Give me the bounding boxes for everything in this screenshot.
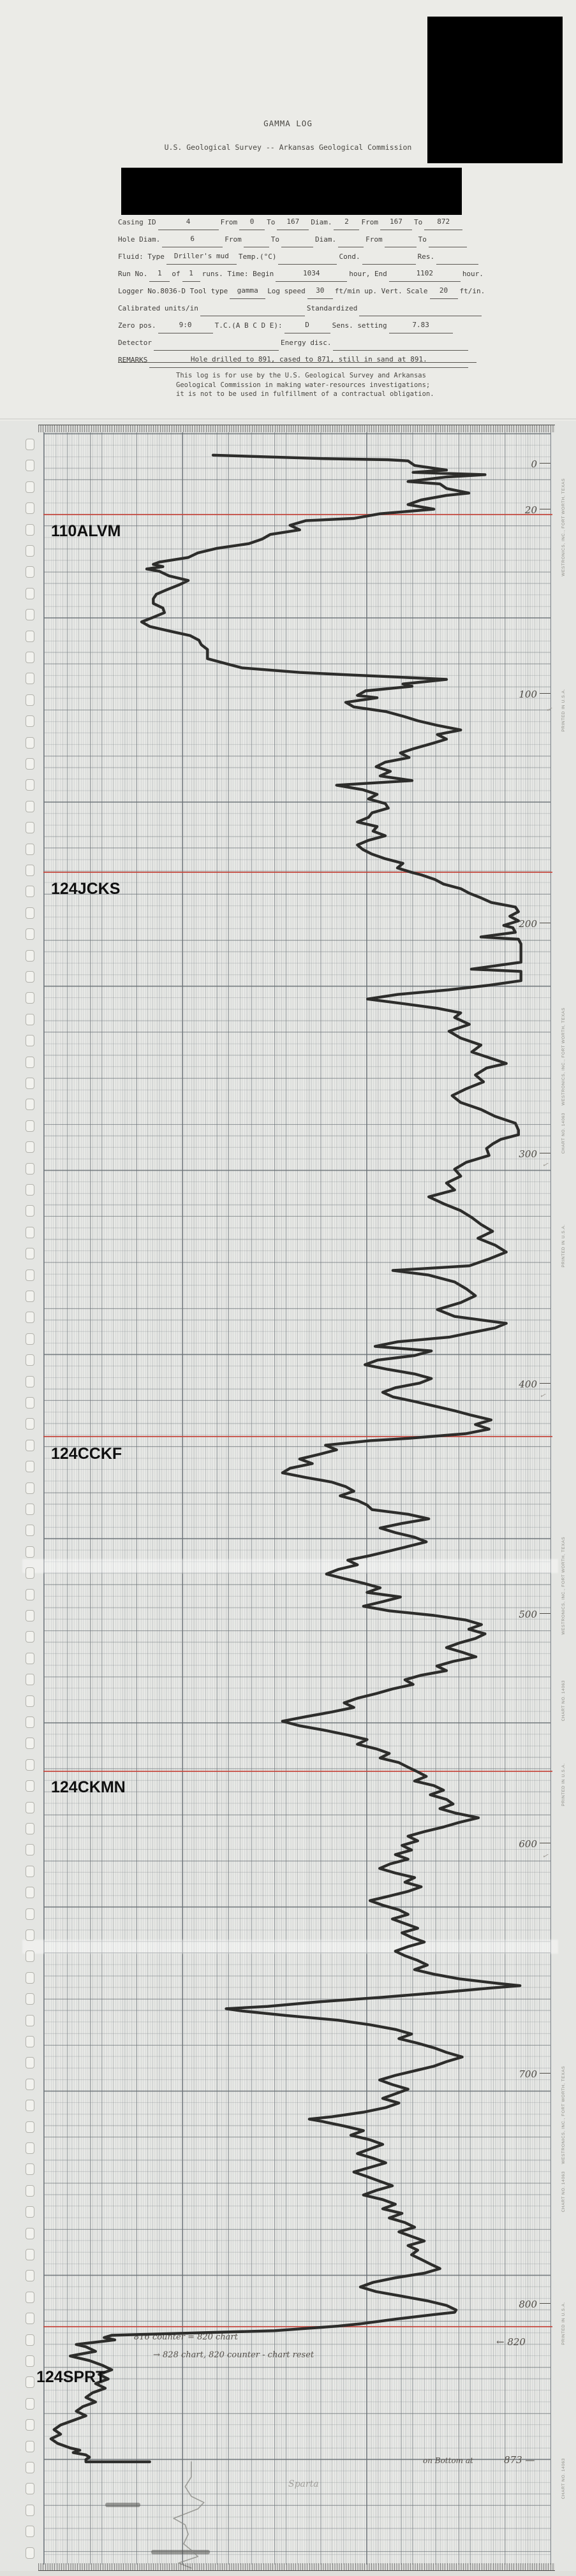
form-field-value: 7.83 [389, 317, 453, 333]
pencil-check-mark: ✓ [538, 1391, 547, 1400]
sprocket-hole [26, 2547, 34, 2559]
sprocket-hole [26, 2441, 34, 2452]
sprocket-hole [26, 1546, 34, 1558]
redacted-area [121, 168, 462, 215]
sprocket-hole [26, 715, 34, 727]
sprocket-hole [26, 673, 34, 684]
sprocket-hole [26, 2376, 34, 2388]
sprocket-hole [26, 801, 34, 812]
sprocket-hole [26, 1291, 34, 1302]
pencil-smudge [105, 2503, 140, 2507]
form-rule [118, 362, 476, 363]
form-field-value: Driller's mud [166, 248, 237, 265]
sprocket-hole [26, 1440, 34, 1451]
form-field-value: 1 [182, 265, 200, 282]
depth-label-500: 500 [519, 1608, 537, 1620]
sprocket-hole [26, 2079, 34, 2090]
sprocket-hole [26, 502, 34, 514]
form-field-label: Logger No.8036-D Tool type [118, 287, 228, 295]
form-field-label: hour, End [349, 270, 387, 278]
chart-brand-text: WESTRONICS, INC., FORT WORTH, TEXAS [561, 2066, 566, 2164]
chart-brand-text: CHART NO. 14063 [561, 2458, 566, 2499]
sprocket-hole [26, 2163, 34, 2175]
form-field-label: hour. [462, 270, 484, 278]
form-field-value: 167 [277, 214, 309, 230]
form-field-label: runs. Time: Begin [202, 270, 274, 278]
form-field-label: Log speed [267, 287, 306, 295]
hand-note: Sparta [288, 2479, 319, 2489]
form-field-label: Standardized [306, 304, 358, 312]
depth-label-600: 600 [519, 1838, 537, 1850]
chart-brand-text: PRINTED IN U.S.A. [561, 1763, 566, 1806]
depth-tick [540, 463, 550, 464]
form-field-label: From [366, 235, 383, 244]
chart-brand-text: WESTRONICS, INC., FORT WORTH, TEXAS [561, 1537, 566, 1635]
sprocket-hole [26, 1163, 34, 1175]
chart-brand-text: CHART NO. 14063 [561, 2171, 566, 2213]
sprocket-hole [26, 2185, 34, 2197]
form-line [118, 351, 485, 368]
sprocket-hole [26, 737, 34, 749]
form-field-value: 30 [307, 282, 333, 299]
form-field-value: 1102 [389, 265, 461, 282]
sprocket-hole [26, 1227, 34, 1238]
form-field-label: To [267, 218, 276, 226]
sprocket-hole [26, 779, 34, 791]
sprocket-hole [26, 2313, 34, 2324]
sprocket-hole [26, 2036, 34, 2047]
sprocket-hole [26, 1504, 34, 1515]
form-field-label: Fluid: Type [118, 252, 165, 261]
sprocket-hole [26, 631, 34, 642]
chart-brand-text: PRINTED IN U.S.A. [561, 1224, 566, 1268]
form-field-label: Calibrated units/in [118, 304, 198, 312]
form-line [118, 265, 485, 282]
depth-label-0: 0 [531, 458, 537, 470]
depth-label-400: 400 [519, 1378, 537, 1390]
pencil-check-mark: ✓ [541, 1851, 549, 1861]
log-header-form [118, 213, 485, 368]
fold-crease [22, 1940, 558, 1954]
form-field-value: 4 [158, 214, 219, 230]
form-field-label: of [172, 270, 181, 278]
usage-notice [176, 371, 444, 399]
form-field-label: REMARKS [118, 356, 148, 364]
form-line [118, 333, 485, 351]
sprocket-hole [26, 822, 34, 833]
form-line [118, 282, 485, 299]
sprocket-hole [26, 1205, 34, 1217]
formation-top-line-124ckmn [43, 1771, 552, 1772]
form-field-label: Zero pos. [118, 321, 156, 330]
form-field-value: D [284, 317, 330, 333]
sprocket-hole [26, 1908, 34, 1920]
form-field-label: Hole Diam. [118, 235, 161, 244]
sprocket-hole [26, 1866, 34, 1877]
paper-crease [0, 418, 576, 420]
sprocket-hole [26, 1525, 34, 1536]
sprocket-hole [26, 1802, 34, 1813]
sprocket-hole [26, 1631, 34, 1643]
sprocket-hole [26, 971, 34, 983]
form-field-label: T.C.(A B C D E): [214, 321, 283, 330]
form-field-label: To [418, 235, 427, 244]
sprocket-hole [26, 907, 34, 919]
sprocket-hole [26, 1333, 34, 1345]
form-field-value: Hole drilled to 891, cased to 871, still in sand at 891. [149, 351, 468, 368]
formation-label-124cckf: 124CCKF [51, 1445, 122, 1463]
sprocket-hole [26, 1418, 34, 1430]
sprocket-hole [26, 844, 34, 855]
sprocket-hole [26, 694, 34, 706]
usage-notice-line: This log is for use by the U.S. Geological Survey and Arkansas [176, 372, 426, 379]
sprocket-hole [26, 950, 34, 962]
form-field-label: Energy disc. [280, 339, 332, 347]
form-field-label: Detector [118, 339, 152, 347]
usage-notice-line: it is not to be used in fulfillment of a contractual obligation. [176, 390, 434, 398]
sprocket-hole [26, 1461, 34, 1472]
sprocket-hole [26, 1184, 34, 1196]
sprocket-hole [26, 2249, 34, 2260]
depth-tick [540, 2303, 550, 2304]
sprocket-hole [26, 1674, 34, 1685]
formation-label-124jcks: 124JCKS [51, 879, 121, 898]
chart-brand-text: CHART NO. 14063 [561, 1680, 566, 1722]
form-field-label: ft/min up. Vert. Scale [334, 287, 428, 295]
sprocket-hole [26, 1993, 34, 2005]
sprocket-hole [26, 2228, 34, 2239]
depth-tick [540, 1383, 550, 1384]
form-line [118, 230, 485, 247]
chart-brand-text: WESTRONICS, INC., FORT WORTH, TEXAS [561, 478, 566, 576]
sprocket-hole [26, 2015, 34, 2026]
chart-cut-edge-top [38, 425, 555, 432]
form-line [118, 247, 485, 265]
sprocket-hole [26, 2483, 34, 2494]
sprocket-hole [26, 2334, 34, 2346]
form-field-label: ft/in. [459, 287, 485, 295]
formation-label-110alvm: 110ALVM [51, 522, 121, 540]
sprocket-hole [26, 1610, 34, 1621]
sprocket-hole [26, 1929, 34, 1941]
sprocket-hole [26, 652, 34, 663]
form-field-value: 167 [380, 214, 412, 230]
sprocket-hole [26, 524, 34, 536]
usage-notice-line: Geological Commission in making water-resources investigations; [176, 381, 431, 389]
sprocket-hole [26, 1823, 34, 1834]
sprocket-hole [26, 1716, 34, 1728]
sprocket-hole [26, 1397, 34, 1409]
form-field-value: 1034 [276, 265, 347, 282]
depth-tick [540, 693, 550, 694]
sprocket-hole [26, 2419, 34, 2431]
sprocket-hole [26, 1035, 34, 1046]
sprocket-hole [26, 2100, 34, 2111]
pencil-smudge [151, 2550, 210, 2554]
sprocket-hole [26, 865, 34, 876]
formation-label-124sprt: 124SPRT [36, 2368, 106, 2387]
sprocket-hole [26, 2057, 34, 2068]
form-field-label: Casing ID [118, 218, 156, 226]
formation-label-124ckmn: 124CKMN [51, 1778, 126, 1796]
sprocket-hole [26, 886, 34, 897]
form-field-value: gamma [230, 282, 265, 299]
depth-tick [540, 1613, 550, 1614]
sprocket-hole [26, 609, 34, 620]
form-field-value: 9:0 [158, 317, 213, 333]
sprocket-hole [26, 1972, 34, 1984]
sprocket-hole [26, 1354, 34, 1366]
hand-note: on Bottom at [423, 2456, 473, 2465]
page-title: GAMMA LOG [263, 119, 313, 128]
sprocket-hole [26, 992, 34, 1004]
depth-label-200: 200 [519, 918, 537, 930]
depth-label-20: 20 [524, 504, 537, 516]
sprocket-hole [26, 588, 34, 599]
sprocket-hole [26, 2270, 34, 2281]
chart-brand-text: WESTRONICS, INC., FORT WORTH, TEXAS [561, 1007, 566, 1106]
formation-top-line-124jcks [43, 872, 552, 873]
form-line [118, 316, 485, 333]
chart-brand-text: PRINTED IN U.S.A. [561, 2302, 566, 2345]
sprocket-hole [26, 1844, 34, 1855]
sprocket-hole [26, 2462, 34, 2473]
depth-label-700: 700 [519, 2068, 537, 2080]
chart-grid [43, 432, 551, 2565]
sprocket-hole [26, 2505, 34, 2516]
sprocket-hole [26, 1057, 34, 1068]
form-field-value: 0 [239, 214, 265, 230]
sprocket-hole [26, 1141, 34, 1153]
sprocket-hole [26, 1695, 34, 1707]
sprocket-hole [26, 545, 34, 557]
depth-label-300: 300 [519, 1148, 537, 1160]
sprocket-hole [26, 1014, 34, 1025]
hand-note: ← 820 [496, 2336, 526, 2348]
form-field-label: Cond. [339, 252, 360, 261]
sprocket-hole [26, 1780, 34, 1792]
sprocket-hole [26, 1887, 34, 1898]
sprocket-hole [26, 1312, 34, 1323]
chart-cut-edge-bottom [38, 2563, 555, 2571]
sprocket-hole [26, 439, 34, 450]
sprocket-hole [26, 2142, 34, 2154]
hand-note: 816 counter = 820 chart [134, 2332, 238, 2342]
chart-brand-text: PRINTED IN U.S.A. [561, 689, 566, 732]
form-field-value: 1 [149, 265, 170, 282]
form-field-label: Diam. [311, 218, 332, 226]
sprocket-hole [26, 1567, 34, 1579]
form-line [118, 213, 485, 230]
form-line [118, 299, 485, 316]
fold-crease [22, 1559, 558, 1573]
sprocket-hole [26, 758, 34, 770]
sprocket-hole [26, 481, 34, 493]
form-field-label: From [225, 235, 242, 244]
sprocket-hole [26, 1653, 34, 1664]
form-field-label: From [220, 218, 238, 226]
sprocket-hole [26, 566, 34, 578]
sprocket-hole [26, 460, 34, 471]
sprocket-hole [26, 1950, 34, 1962]
sprocket-hole [26, 2206, 34, 2218]
pencil-check-mark: ✓ [545, 705, 553, 714]
formation-top-line-110alvm [43, 514, 552, 515]
sprocket-hole [26, 2355, 34, 2367]
sprocket-hole [26, 1120, 34, 1132]
sprocket-hole [26, 1482, 34, 1494]
sprocket-hole [26, 1376, 34, 1387]
sprocket-hole [26, 2398, 34, 2410]
sprocket-hole [26, 2292, 34, 2303]
form-field-label: To [270, 235, 279, 244]
form-field-value: 20 [430, 282, 458, 299]
form-field-label: Temp.(°C) [238, 252, 277, 261]
depth-label-800: 800 [519, 2298, 537, 2310]
page-subtitle: U.S. Geological Survey -- Arkansas Geological Commission [164, 143, 412, 152]
form-field-label: To [413, 218, 423, 226]
sprocket-hole [26, 1738, 34, 1749]
form-field-value: 872 [424, 214, 462, 230]
form-field-label: Sens. setting [332, 321, 387, 330]
sprocket-hole [26, 1078, 34, 1089]
sprocket-hole [26, 1099, 34, 1110]
chart-brand-text: CHART NO. 14063 [561, 1113, 566, 1154]
depth-tick [540, 2073, 550, 2074]
sprocket-hole [26, 1589, 34, 1600]
hand-note: → 828 chart, 820 counter - chart reset [153, 2350, 314, 2360]
form-field-label: Run No. [118, 270, 148, 278]
formation-top-line-124sprt [43, 2326, 552, 2327]
sprocket-hole [26, 2526, 34, 2537]
form-field-label: Res. [417, 252, 435, 261]
formation-top-line-124cckf [43, 1436, 552, 1437]
depth-label-100: 100 [519, 688, 537, 700]
sprocket-hole [26, 2121, 34, 2133]
sprocket-hole [26, 1270, 34, 1281]
sprocket-hole [26, 1759, 34, 1771]
form-field-value: 6 [162, 231, 223, 247]
form-field-label: From [361, 218, 378, 226]
pencil-check-mark: ✓ [541, 1160, 549, 1169]
sprocket-hole [26, 1248, 34, 1259]
hand-note: 873 — [504, 2454, 535, 2466]
form-field-label: Diam. [314, 235, 337, 244]
form-field-value: 2 [334, 214, 359, 230]
redacted-area [427, 17, 563, 163]
sprocket-hole [26, 928, 34, 940]
